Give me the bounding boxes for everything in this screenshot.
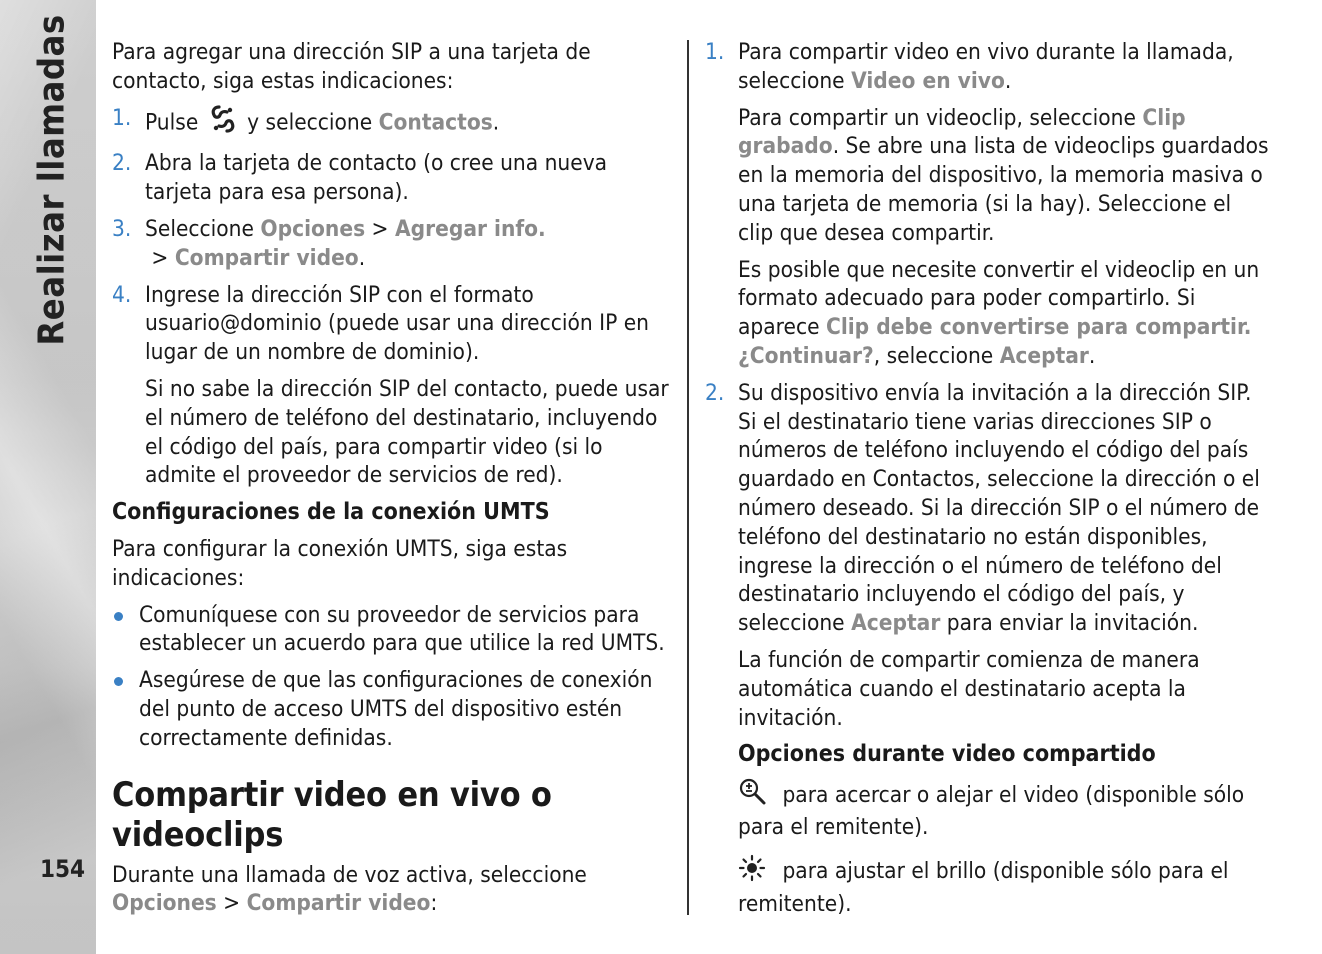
punctuation: .: [492, 109, 500, 135]
section-title: Compartir video en vivo o videoclips: [112, 774, 552, 855]
text: . Se abre una lista de videoclips guardados en la memoria del dispositivo, la memoria masiva o una tarjeta de memoria (si la hay). Seleccione el clip que desea compartir.: [738, 133, 1269, 246]
option-text: para ajustar el brillo (disponible sólo para el remitente).: [738, 858, 1229, 917]
step-number: 2.: [112, 150, 132, 177]
step-paragraph: [738, 256, 1270, 371]
accept-link: Aceptar: [999, 342, 1089, 369]
page-number: 154: [40, 855, 86, 883]
step-2: [705, 379, 1270, 638]
intro-text: Durante una llamada de voz activa, seleccione: [112, 861, 587, 888]
add-info-link: Agregar info.: [394, 215, 546, 242]
column-divider: [687, 40, 689, 915]
zoom-icon: [738, 777, 768, 813]
step-1: [705, 38, 1270, 371]
bullet-icon: [114, 677, 123, 686]
punctuation: :: [430, 890, 438, 917]
step-1: [112, 104, 674, 142]
options-link: Opciones: [112, 890, 217, 917]
punctuation: .: [1004, 67, 1012, 94]
umts-bullets: [112, 601, 674, 753]
options-heading: Opciones durante video compartido: [738, 741, 1156, 768]
step-3: [112, 215, 674, 273]
options-link: Opciones: [260, 215, 366, 242]
step-number: 1.: [705, 39, 725, 65]
recorded-clip-link: Clip grabado: [738, 104, 1186, 160]
brightness-icon: [738, 854, 768, 890]
option-text: para acercar o alejar el video (disponible sólo para el remitente).: [738, 781, 1245, 840]
umts-heading: Configuraciones de la conexión UMTS: [112, 499, 550, 526]
chapter-sidebar: [0, 0, 96, 954]
sip-steps: [112, 104, 674, 491]
convert-prompt-link: Clip debe convertirse para compartir. ¿Continuar?: [738, 314, 1252, 369]
step-2: [112, 149, 674, 207]
step-number: 2.: [705, 379, 725, 406]
text: Para compartir un videoclip, seleccione: [738, 104, 1136, 131]
step-4: [112, 281, 674, 491]
punctuation: .: [1088, 342, 1096, 369]
step-note: Si no sabe la dirección SIP del contacto, puede usar el número de teléfono del destinatario, incluyendo el código del país, para compartir video (si lo admite el proveedor de servicios de red).: [145, 375, 669, 489]
contacts-link: Contactos: [378, 109, 493, 135]
sip-intro: Para agregar una dirección SIP a una tarjeta de contacto, siga estas indicaciones:: [112, 39, 591, 94]
menu-separator: >: [145, 244, 175, 271]
step-text: Pulse: [145, 109, 199, 135]
accept-link: Aceptar: [851, 610, 941, 637]
text: Para compartir video en vivo durante la llamada, seleccione: [738, 39, 1234, 94]
text: para enviar la invitación.: [946, 610, 1199, 637]
option-brightness: [705, 854, 1270, 919]
share-video-link: Compartir video: [174, 244, 359, 271]
bullet-item: [112, 601, 674, 659]
live-video-link: Video en vivo: [851, 67, 1005, 94]
closing-paragraph: La función de compartir comienza de manera automática cuando el destinatario acepta la invitación.: [738, 646, 1200, 731]
text: , seleccione: [873, 342, 994, 369]
share-steps: [705, 38, 1270, 638]
option-zoom: [705, 777, 1270, 842]
bullet-item: [112, 666, 674, 752]
umts-intro: Para configurar la conexión UMTS, siga estas indicaciones:: [112, 535, 568, 591]
text: Es posible que necesite convertir el videoclip en un formato adecuado para poder compartirlo. Si aparece: [738, 256, 1260, 341]
bullet-icon: [114, 612, 123, 621]
section-intro: [112, 861, 674, 919]
bullet-text: Comuníquese con su proveedor de servicios para establecer un acuerdo para que utilice la red UMTS.: [139, 601, 665, 657]
step-number: 3.: [112, 215, 132, 242]
step-text: Ingrese la dirección SIP con el formato usuario@dominio (puede usar una dirección IP en lugar de un nombre de dominio).: [145, 281, 650, 366]
bullet-text: Asegúrese de que las configuraciones de conexión del punto de acceso UMTS del dispositivo estén correctamente definidas.: [139, 667, 653, 751]
step-number: 4.: [112, 281, 132, 308]
chapter-title: Realizar llamadas: [31, 14, 73, 346]
punctuation: .: [358, 244, 366, 271]
text: Su dispositivo envía la invitación a la dirección SIP. Si el destinatario tiene varias direcciones SIP o números de teléfono incluyendo el código del país guardado en Contactos, seleccione la dirección o el número deseado. Si la dirección SIP o el número de teléfono del destinatario no están disponibles, ingrese la dirección o el número de teléfono del destinatario incluyendo el código del país, y seleccione: [738, 379, 1260, 637]
menu-separator: >: [216, 890, 247, 917]
right-column: [705, 38, 1270, 930]
step-text: Seleccione: [145, 215, 254, 242]
menu-separator: >: [365, 215, 395, 242]
step-paragraph: [738, 104, 1270, 248]
left-column: [112, 38, 674, 926]
step-number: 1.: [112, 104, 132, 131]
step-text: y seleccione: [247, 109, 373, 135]
share-video-link: Compartir video: [246, 890, 431, 917]
step-text: [738, 379, 1270, 638]
menu-key-icon: [205, 104, 241, 142]
step-text: [738, 38, 1270, 96]
step-text: Abra la tarjeta de contacto (o cree una nueva tarjeta para esa persona).: [145, 150, 608, 206]
